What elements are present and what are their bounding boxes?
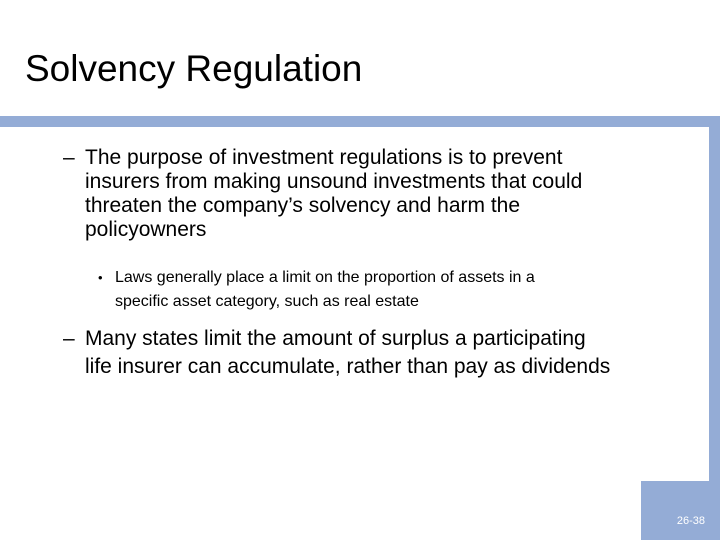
bullet-1-line: insurers from making unsound investments that could — [85, 170, 583, 193]
page-number-box — [641, 481, 720, 540]
bullet-1-text — [85, 146, 685, 242]
bullet-1-line: policyowners — [85, 218, 207, 241]
bullet-2-line: life insurer can accumulate, rather than pay as dividends — [85, 355, 611, 378]
bullet-2-text — [85, 325, 705, 381]
sub-bullet-marker: • — [98, 270, 103, 285]
dash-marker-1: – — [63, 146, 75, 169]
dash-marker-2: – — [63, 327, 75, 350]
bullet-1-line: threaten the company’s solvency and harm the — [85, 194, 521, 217]
right-edge-bar — [709, 116, 720, 540]
bullet-1-line: The purpose of investment regulations is to prevent — [85, 146, 563, 169]
title-divider-bar — [0, 116, 720, 127]
sub-bullet-line: Laws generally place a limit on the proportion of assets in a — [115, 269, 535, 286]
page-number: 26-38 — [676, 515, 705, 527]
bullet-2-line: Many states limit the amount of surplus a participating — [85, 327, 586, 350]
slide-title: Solvency Regulation — [25, 48, 363, 89]
sub-bullet-line: specific asset category, such as real estate — [115, 293, 419, 310]
sub-bullet-text — [115, 266, 675, 314]
